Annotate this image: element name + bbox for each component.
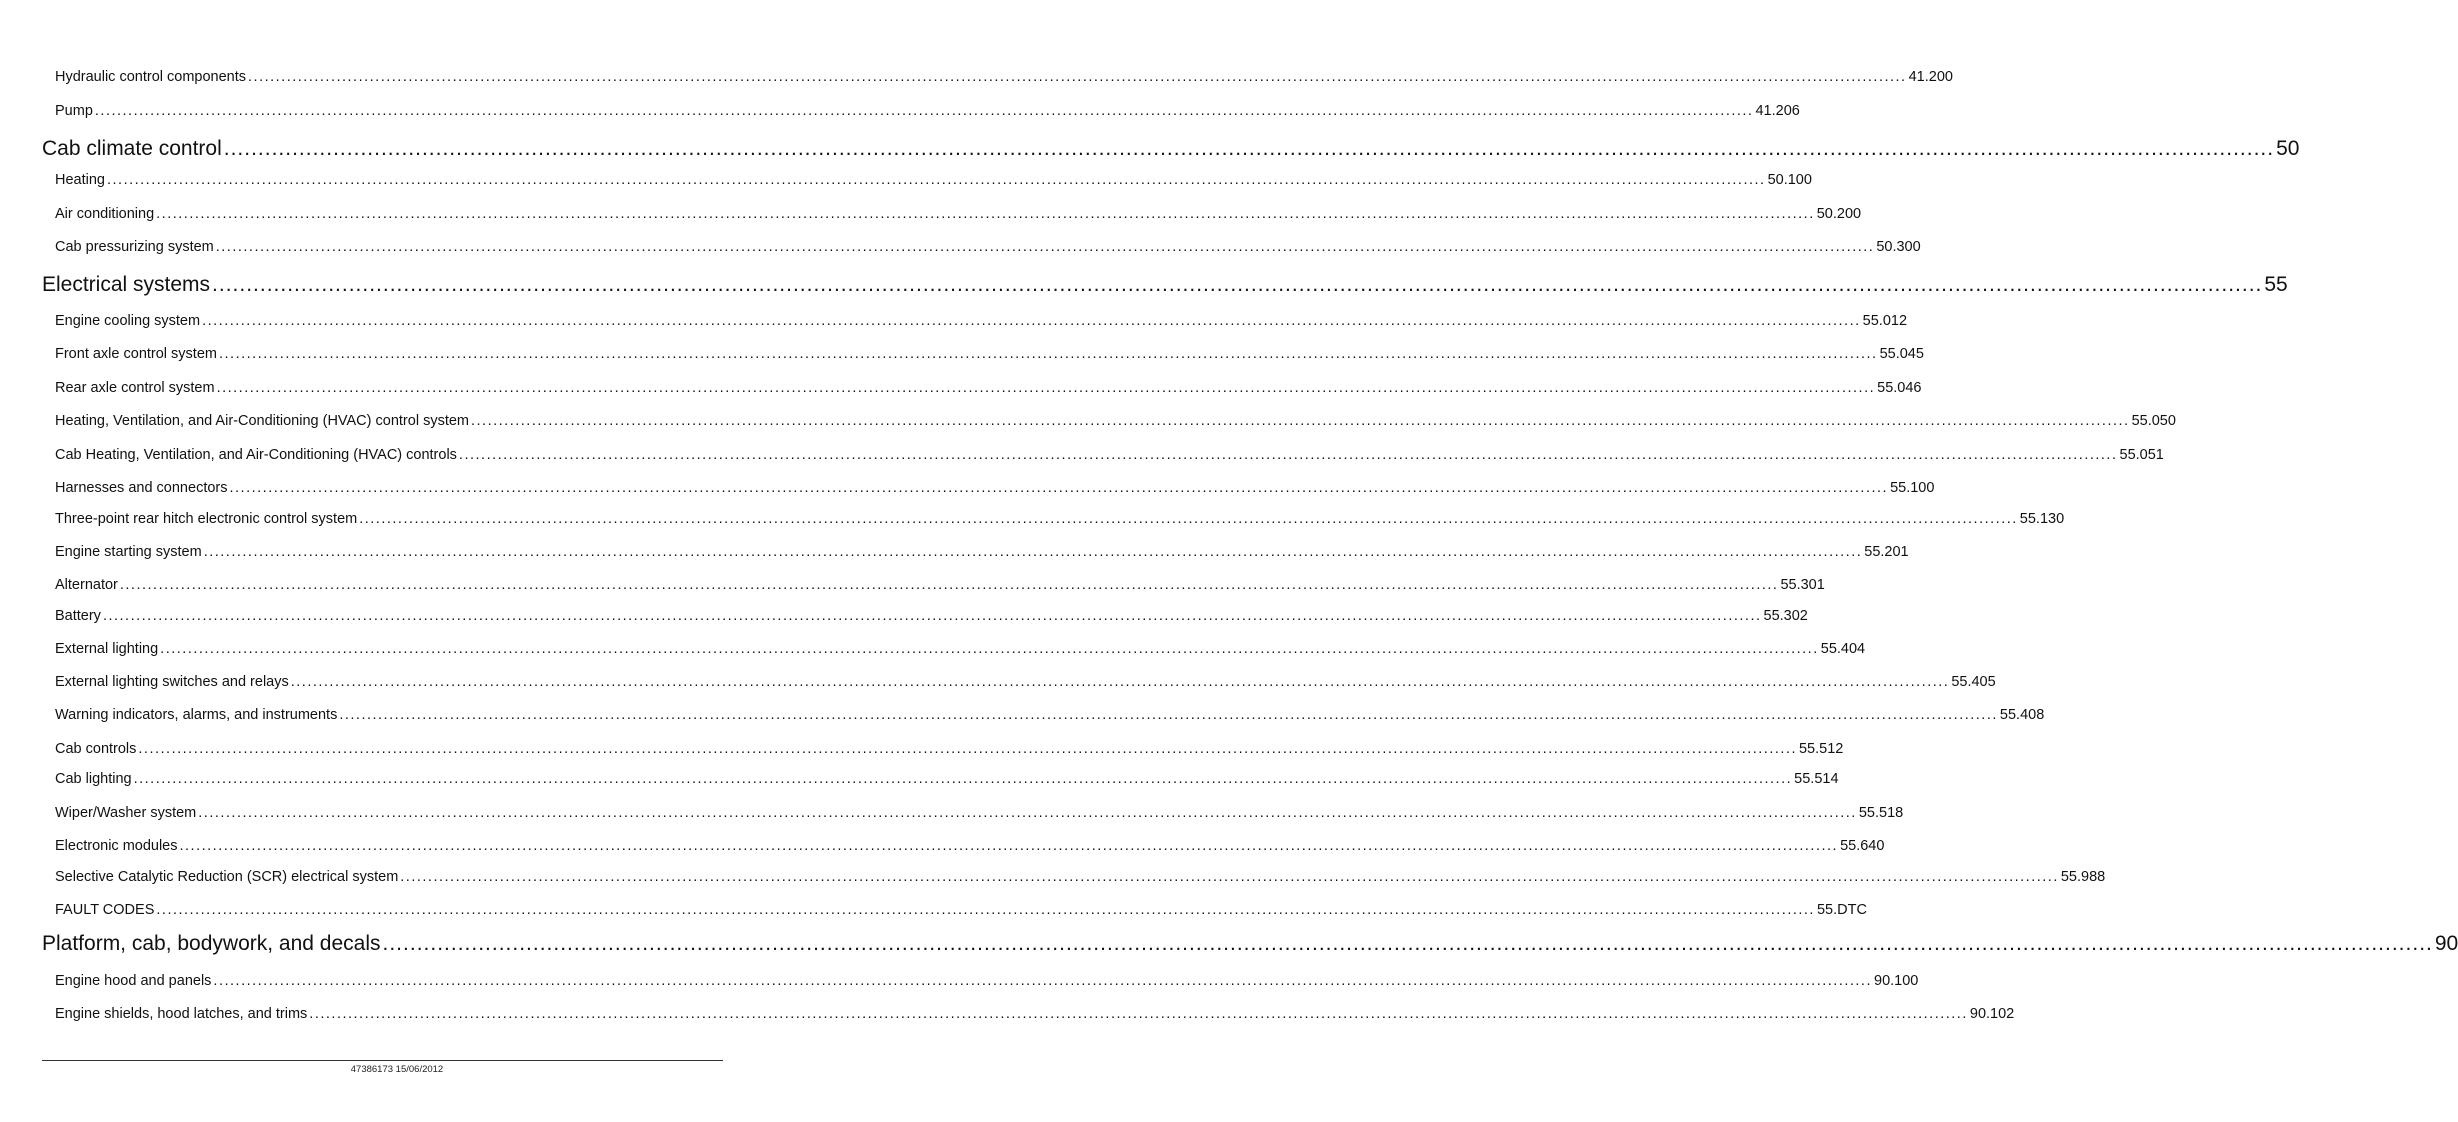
toc-entry[interactable] — [55, 346, 1924, 362]
toc-entry-title: Engine starting system — [55, 544, 202, 560]
toc-entry-page: 55.988 — [2060, 869, 2106, 885]
toc-entry-page: 55.046 — [1877, 380, 1922, 396]
dot-leader: ............................................................................................................................................................................................................................................................................................................ — [156, 902, 1815, 918]
toc-entry-page: 55.512 — [1798, 741, 1844, 757]
dot-leader: ............................................................................................................................................................................................................................................................................................................ — [133, 771, 1793, 787]
toc-entry[interactable] — [55, 741, 1844, 757]
toc-section-title: Platform, cab, bodywork, and decals — [42, 932, 381, 955]
dot-leader: ............................................................................................................................................................................................................................................................................................................ — [156, 206, 1815, 222]
dot-leader: ............................................................................................................................................................................................................................................................................................................ — [290, 674, 1950, 690]
toc-entry[interactable] — [55, 69, 1953, 85]
toc-section-title: Electrical systems — [42, 273, 211, 296]
toc-entry[interactable] — [55, 103, 1800, 119]
toc-entry-page: 55.051 — [2119, 447, 2164, 463]
toc-entry-page: 55.012 — [1862, 313, 1908, 329]
toc-entry-page: 55.404 — [1820, 641, 1866, 657]
toc-entry-title: Wiper/Washer system — [55, 805, 197, 821]
toc-entry-page: 55.045 — [1879, 346, 1924, 362]
dot-leader: ............................................................................................................................................................................................................................................................................................................ — [471, 413, 2130, 429]
toc-entry[interactable] — [55, 172, 1812, 188]
toc-entry[interactable] — [55, 1006, 2015, 1022]
toc-entry-title: Engine hood and panels — [55, 973, 212, 989]
toc-entry-title: Cab Heating, Ventilation, and Air-Conditioning (HVAC) controls — [55, 447, 457, 463]
toc-entry[interactable] — [55, 577, 1825, 593]
toc-entry-title: Harnesses and connectors — [55, 480, 228, 496]
toc-entry-page: 55.302 — [1763, 608, 1808, 624]
toc-entry[interactable] — [55, 544, 1909, 560]
dot-leader: ............................................................................................................................................................................................................................................................................................................ — [458, 447, 2118, 463]
toc-entry-title: Cab controls — [55, 741, 137, 757]
toc-entry[interactable] — [55, 480, 1935, 496]
toc-entry[interactable] — [55, 206, 1862, 222]
dot-leader: ............................................................................................................................................................................................................................................................................................................ — [138, 741, 1797, 757]
toc-entry-page: 55.301 — [1780, 577, 1825, 593]
toc-entry[interactable] — [55, 869, 2106, 885]
toc-entry[interactable] — [55, 313, 1908, 329]
toc-entry[interactable] — [55, 641, 1866, 657]
toc-entry-title: Heating — [55, 172, 105, 188]
toc-entry-title: Electronic modules — [55, 838, 178, 854]
dot-leader: ............................................................................................................................................................................................................................................................................................................ — [309, 1006, 1968, 1022]
toc-section-title: Cab climate control — [42, 137, 222, 160]
dot-leader: ............................................................................................................................................................................................................................................................................................................ — [382, 932, 2433, 955]
toc-entry-page: 41.206 — [1755, 103, 1800, 119]
toc-entry[interactable] — [55, 608, 1808, 624]
toc-entry-title: Heating, Ventilation, and Air-Conditioning (HVAC) control system — [55, 413, 469, 429]
toc-entry-page: 55.405 — [1951, 674, 1996, 690]
toc-entry-title: Engine cooling system — [55, 313, 201, 329]
toc-entry-page: 55.408 — [1999, 707, 2045, 723]
dot-leader: ............................................................................................................................................................................................................................................................................................................ — [218, 346, 1878, 362]
toc-entry[interactable] — [55, 447, 2164, 463]
toc-entry[interactable] — [55, 902, 1867, 918]
dot-leader: ............................................................................................................................................................................................................................................................................................................ — [216, 380, 1876, 396]
toc-entry[interactable] — [55, 838, 1885, 854]
dot-leader: ............................................................................................................................................................................................................................................................................................................ — [212, 273, 2263, 296]
toc-entry-title: Battery — [55, 608, 101, 624]
dot-leader: ............................................................................................................................................................................................................................................................................................................ — [339, 707, 1998, 723]
toc-entry[interactable] — [55, 413, 2176, 429]
toc-entry-page: 55.518 — [1858, 805, 1904, 821]
toc-entry-title: Hydraulic control components — [55, 69, 247, 85]
toc-entry-title: Three-point rear hitch electronic control system — [55, 511, 358, 527]
toc-entry[interactable] — [55, 771, 1839, 787]
toc-entry-title: Alternator — [55, 577, 118, 593]
toc-entry-page: 90.102 — [1969, 1006, 2015, 1022]
toc-section-number: 55 — [2264, 273, 2288, 296]
toc-entry[interactable] — [55, 805, 1904, 821]
toc-entry-page: 55.050 — [2131, 413, 2176, 429]
toc-entry[interactable] — [55, 239, 1921, 255]
toc-entry-page: 55.100 — [1890, 480, 1935, 496]
toc-section-heading[interactable] — [42, 137, 2300, 161]
toc-entry-page: 55.130 — [2019, 511, 2065, 527]
toc-entry[interactable] — [55, 973, 1919, 989]
toc-entry-title: Warning indicators, alarms, and instruments — [55, 707, 338, 723]
toc-entry-title: Pump — [55, 103, 93, 119]
dot-leader: ............................................................................................................................................................................................................................................................................................................ — [400, 869, 2059, 885]
toc-entry-title: Engine shields, hood latches, and trims — [55, 1006, 308, 1022]
dot-leader: ............................................................................................................................................................................................................................................................................................................ — [94, 103, 1754, 119]
toc-entry-page: 50.300 — [1876, 239, 1921, 255]
toc-entry-title: Selective Catalytic Reduction (SCR) electrical system — [55, 869, 399, 885]
toc-section-heading[interactable] — [42, 273, 2288, 297]
dot-leader: ............................................................................................................................................................................................................................................................................................................ — [102, 608, 1762, 624]
toc-entry[interactable] — [55, 707, 2045, 723]
dot-leader: ............................................................................................................................................................................................................................................................................................................ — [179, 838, 1839, 854]
toc-entry-title: Cab pressurizing system — [55, 239, 214, 255]
toc-entry-title: External lighting switches and relays — [55, 674, 289, 690]
dot-leader: ............................................................................................................................................................................................................................................................................................................ — [213, 973, 1872, 989]
dot-leader: ............................................................................................................................................................................................................................................................................................................ — [119, 577, 1779, 593]
toc-entry-page: 55.514 — [1794, 771, 1839, 787]
dot-leader: ............................................................................................................................................................................................................................................................................................................ — [223, 137, 2275, 160]
toc-entry-title: Rear axle control system — [55, 380, 215, 396]
toc-entry-title: External lighting — [55, 641, 159, 657]
dot-leader: ............................................................................................................................................................................................................................................................................................................ — [215, 239, 1875, 255]
toc-entry-page: 55.201 — [1864, 544, 1909, 560]
dot-leader: ............................................................................................................................................................................................................................................................................................................ — [198, 805, 1857, 821]
footer-divider — [42, 1060, 723, 1061]
toc-entry-title: Air conditioning — [55, 206, 155, 222]
toc-section-number: 90 — [2434, 932, 2458, 955]
toc-entry-page: 90.100 — [1874, 973, 1919, 989]
dot-leader: ............................................................................................................................................................................................................................................................................................................ — [248, 69, 1907, 85]
dot-leader: ............................................................................................................................................................................................................................................................................................................ — [359, 511, 2018, 527]
toc-entry-title: Cab lighting — [55, 771, 132, 787]
toc-entry-title: FAULT CODES — [55, 902, 155, 918]
dot-leader: ............................................................................................................................................................................................................................................................................................................ — [229, 480, 1889, 496]
toc-entry[interactable] — [55, 674, 1996, 690]
toc-entry[interactable] — [55, 511, 2065, 527]
toc-section-number: 50 — [2276, 137, 2300, 160]
toc-entry-page: 50.100 — [1767, 172, 1812, 188]
toc-entry-page: 55.DTC — [1816, 902, 1867, 918]
toc-entry[interactable] — [55, 380, 1922, 396]
dot-leader: ............................................................................................................................................................................................................................................................................................................ — [106, 172, 1766, 188]
dot-leader: ............................................................................................................................................................................................................................................................................................................ — [203, 544, 1863, 560]
toc-entry-title: Front axle control system — [55, 346, 217, 362]
footer-doc-reference: 47386173 15/06/2012 — [350, 1064, 444, 1075]
toc-entry-page: 55.640 — [1840, 838, 1885, 854]
toc-entry-page: 50.200 — [1816, 206, 1862, 222]
dot-leader: ............................................................................................................................................................................................................................................................................................................ — [202, 313, 1861, 329]
dot-leader: ............................................................................................................................................................................................................................................................................................................ — [160, 641, 1819, 657]
toc-section-heading[interactable] — [42, 932, 2458, 956]
toc-entry-page: 41.200 — [1908, 69, 1953, 85]
